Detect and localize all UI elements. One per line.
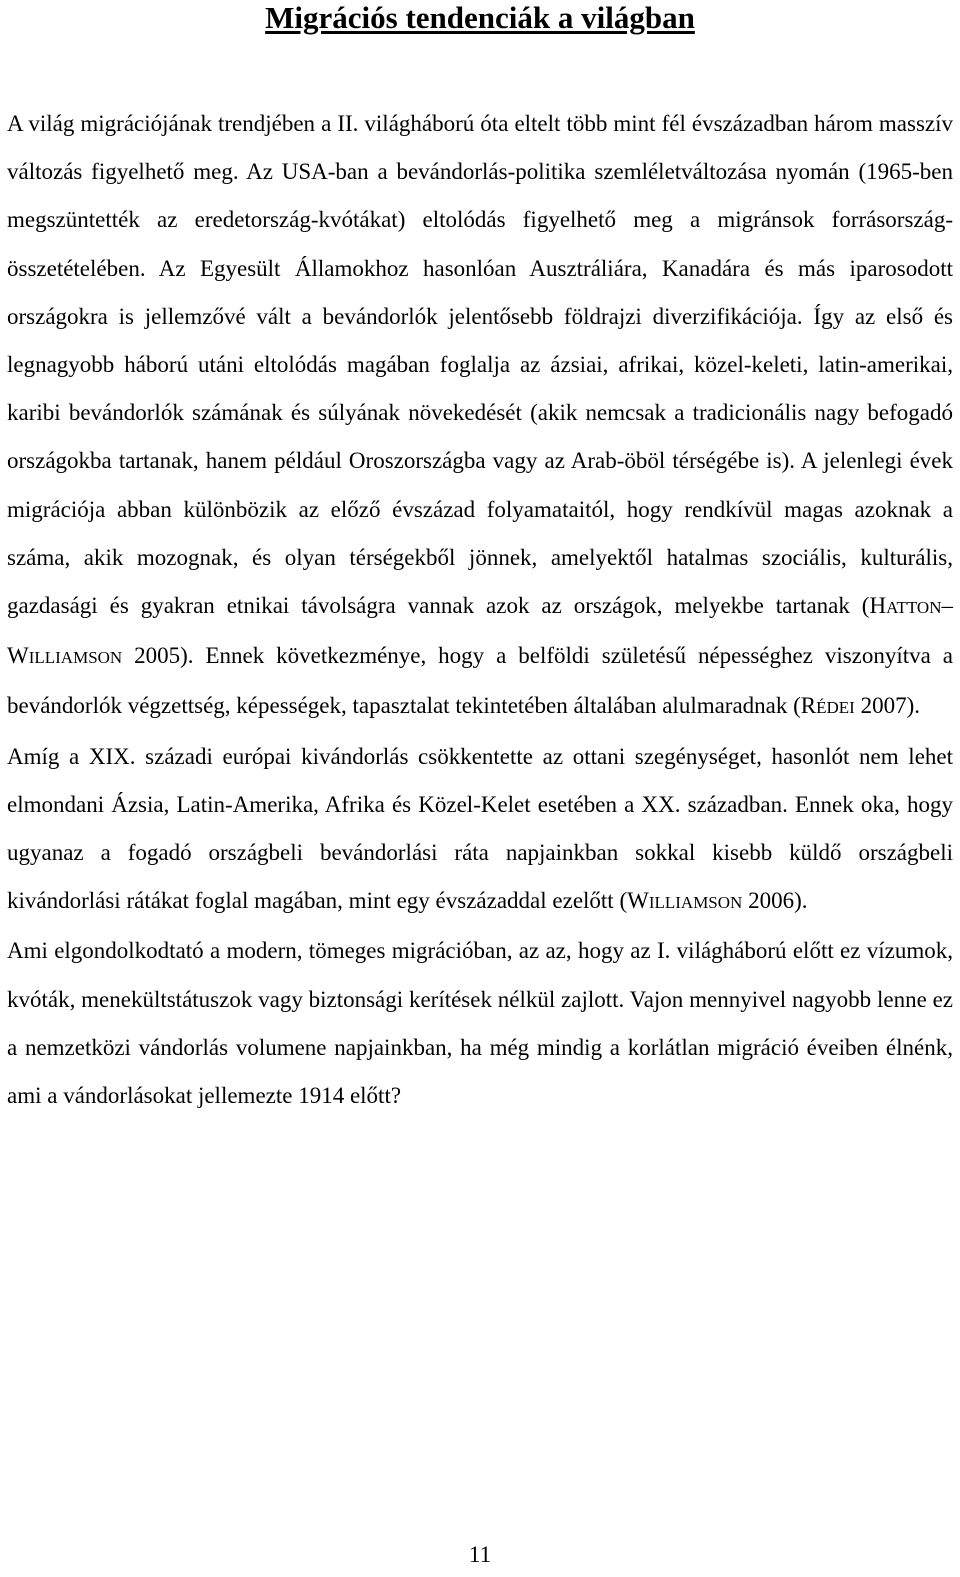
page-number: 11 xyxy=(468,1542,492,1567)
citation-williamson: WILLIAMSON xyxy=(627,888,743,914)
page-title: Migrációs tendenciák a világban xyxy=(265,0,695,35)
paragraph-2-text-a: Amíg a XIX. századi európai kivándorlás csökkentette az ottani szegénységet, hasonlót nem lehet elmondani Ázsia, Latin-Amerika, Afrika és Közel-Kelet esetében a XX. században. Ennek oka, hogy ugyanaz a fogadó országbeli bevándorlási ráta napjainkban sokkal kisebb küldő országbeli kivándorlási rátákat foglal magában, mint egy évszázaddal ezelőtt ( xyxy=(7,743,953,914)
paragraph-1 xyxy=(7,100,953,733)
document-body xyxy=(7,100,953,1120)
paragraph-1-text-c: 2007). xyxy=(854,693,921,719)
paragraph-2-text-b: 2006). xyxy=(742,888,808,914)
citation-hatton-williamson: HATTON–WILLIAMSON xyxy=(7,593,953,669)
paragraph-1-text-b: 2005). Ennek következménye, hogy a belföldi születésű népességhez viszonyítva a bevándorlók végzettség, képességek, tapasztalat tekintetében általában alulmaradnak ( xyxy=(7,643,953,719)
paragraph-3: Ami elgondolkodtató a modern, tömeges migrációban, az az, hogy az I. világháború előtt ez vízumok, kvóták, menekültstátuszok vagy biztonsági kerítések nélkül zajlott. Vajon mennyivel nagyobb lenne ez a nemzetközi vándorlás volumene napjainkban, ha még mindig a korlátlan migráció éveiben élnénk, ami a vándorlásokat jellemezte 1914 előtt? xyxy=(7,938,953,1109)
citation-redei: RÉDEI xyxy=(800,693,855,719)
paragraph-2 xyxy=(7,733,953,928)
paragraph-1-text-a: A világ migrációjának trendjében a II. világháború óta eltelt több mint fél évszázadban három masszív változás figyelhető meg. Az USA-ban a bevándorlás-politika szemléletváltozása nyomán (1965-ben megszüntették az eredetország-kvótákat) eltolódás figyelhető meg a migránsok forrásország-összetételében. Az Egyesült Államokhoz hasonlóan Ausztráliára, Kanadára és más iparosodott országokra is jellemzővé vált a bevándorlók jelentősebb földrajzi diverzifikációja. Így az első és legnagyobb háború utáni eltolódás magában foglalja az ázsiai, afrikai, közel-keleti, latin-amerikai, karibi bevándorlók számának és súlyának növekedését (akik nemcsak a tradicionális nagy befogadó országokba tartanak, hanem például Oroszországba vagy az Arab-öböl térségébe is). A jelenlegi évek migrációja abban különbözik az előző évszázad folyamataitól, hogy rendkívül magas azoknak a száma, akik mozognak, és olyan térségekből jönnek, amelyektől hatalmas szociális, kulturális, gazdasági és gyakran etnikai távolságra vannak azok az országok, melyekbe tartanak ( xyxy=(7,111,953,619)
